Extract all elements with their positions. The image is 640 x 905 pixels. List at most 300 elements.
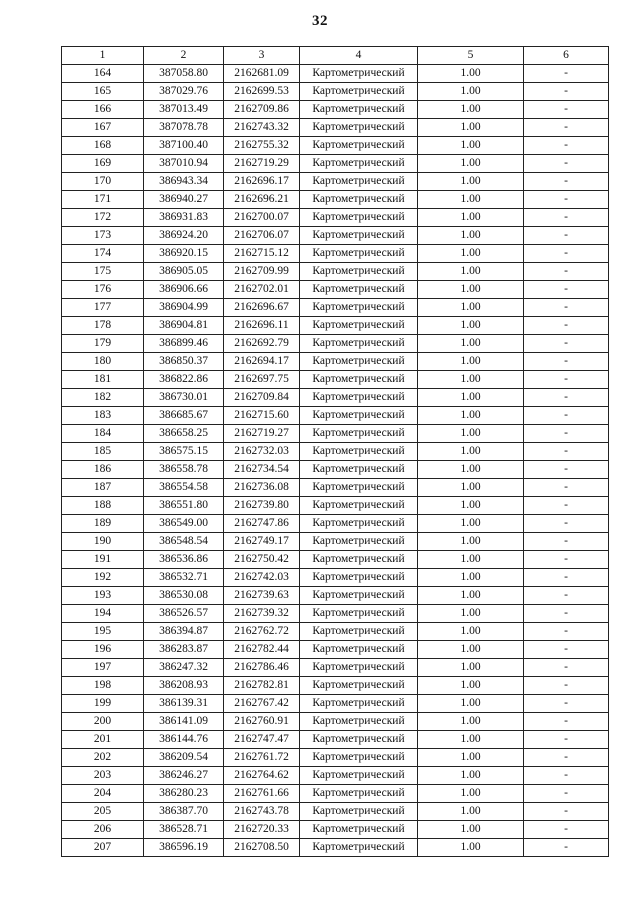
- note-cell: -: [524, 713, 609, 731]
- point-number-cell: 200: [62, 713, 144, 731]
- x-coordinate-cell: 386144.76: [144, 731, 224, 749]
- table-row: [62, 515, 609, 533]
- table-row: [62, 839, 609, 857]
- accuracy-cell: 1.00: [418, 101, 524, 119]
- accuracy-cell: 1.00: [418, 803, 524, 821]
- y-coordinate-cell: 2162739.32: [224, 605, 300, 623]
- method-cell: Картометрический: [300, 605, 418, 623]
- table-row: [62, 803, 609, 821]
- point-number-cell: 199: [62, 695, 144, 713]
- accuracy-cell: 1.00: [418, 335, 524, 353]
- note-cell: -: [524, 839, 609, 857]
- note-cell: -: [524, 551, 609, 569]
- x-coordinate-cell: 386551.80: [144, 497, 224, 515]
- header-row: [62, 47, 609, 65]
- table-row: [62, 101, 609, 119]
- note-cell: -: [524, 767, 609, 785]
- accuracy-cell: 1.00: [418, 119, 524, 137]
- note-cell: -: [524, 605, 609, 623]
- point-number-cell: 203: [62, 767, 144, 785]
- note-cell: -: [524, 569, 609, 587]
- point-number-cell: 182: [62, 389, 144, 407]
- x-coordinate-cell: 386209.54: [144, 749, 224, 767]
- y-coordinate-cell: 2162696.21: [224, 191, 300, 209]
- y-coordinate-cell: 2162696.67: [224, 299, 300, 317]
- y-coordinate-cell: 2162782.81: [224, 677, 300, 695]
- note-cell: -: [524, 389, 609, 407]
- note-cell: -: [524, 587, 609, 605]
- point-number-cell: 205: [62, 803, 144, 821]
- y-coordinate-cell: 2162755.32: [224, 137, 300, 155]
- table-header: [62, 47, 609, 65]
- note-cell: -: [524, 425, 609, 443]
- method-cell: Картометрический: [300, 101, 418, 119]
- y-coordinate-cell: 2162764.62: [224, 767, 300, 785]
- accuracy-cell: 1.00: [418, 407, 524, 425]
- accuracy-cell: 1.00: [418, 461, 524, 479]
- point-number-cell: 193: [62, 587, 144, 605]
- y-coordinate-cell: 2162743.78: [224, 803, 300, 821]
- point-number-cell: 197: [62, 659, 144, 677]
- note-cell: -: [524, 731, 609, 749]
- x-coordinate-cell: 386575.15: [144, 443, 224, 461]
- x-coordinate-cell: 386247.32: [144, 659, 224, 677]
- y-coordinate-cell: 2162708.50: [224, 839, 300, 857]
- note-cell: -: [524, 191, 609, 209]
- method-cell: Картометрический: [300, 443, 418, 461]
- method-cell: Картометрический: [300, 119, 418, 137]
- accuracy-cell: 1.00: [418, 227, 524, 245]
- y-coordinate-cell: 2162767.42: [224, 695, 300, 713]
- table-row: [62, 695, 609, 713]
- point-number-cell: 168: [62, 137, 144, 155]
- accuracy-cell: 1.00: [418, 425, 524, 443]
- table-row: [62, 65, 609, 83]
- accuracy-cell: 1.00: [418, 767, 524, 785]
- x-coordinate-cell: 387058.80: [144, 65, 224, 83]
- method-cell: Картометрический: [300, 335, 418, 353]
- note-cell: -: [524, 245, 609, 263]
- table-row: [62, 191, 609, 209]
- method-cell: Картометрический: [300, 713, 418, 731]
- x-coordinate-cell: 386904.99: [144, 299, 224, 317]
- y-coordinate-cell: 2162702.01: [224, 281, 300, 299]
- point-number-cell: 170: [62, 173, 144, 191]
- method-cell: Картометрический: [300, 641, 418, 659]
- accuracy-cell: 1.00: [418, 785, 524, 803]
- x-coordinate-cell: 386558.78: [144, 461, 224, 479]
- accuracy-cell: 1.00: [418, 443, 524, 461]
- table-row: [62, 245, 609, 263]
- y-coordinate-cell: 2162699.53: [224, 83, 300, 101]
- note-cell: -: [524, 479, 609, 497]
- table-row: [62, 677, 609, 695]
- accuracy-cell: 1.00: [418, 281, 524, 299]
- method-cell: Картометрический: [300, 227, 418, 245]
- point-number-cell: 174: [62, 245, 144, 263]
- note-cell: -: [524, 335, 609, 353]
- point-number-cell: 201: [62, 731, 144, 749]
- coordinates-table: [61, 46, 609, 857]
- x-coordinate-cell: 386387.70: [144, 803, 224, 821]
- y-coordinate-cell: 2162739.63: [224, 587, 300, 605]
- table-row: [62, 299, 609, 317]
- y-coordinate-cell: 2162709.84: [224, 389, 300, 407]
- accuracy-cell: 1.00: [418, 155, 524, 173]
- point-number-cell: 167: [62, 119, 144, 137]
- accuracy-cell: 1.00: [418, 731, 524, 749]
- method-cell: Картометрический: [300, 137, 418, 155]
- table-row: [62, 767, 609, 785]
- note-cell: -: [524, 533, 609, 551]
- method-cell: Картометрический: [300, 425, 418, 443]
- point-number-cell: 178: [62, 317, 144, 335]
- table-row: [62, 335, 609, 353]
- y-coordinate-cell: 2162715.12: [224, 245, 300, 263]
- point-number-cell: 175: [62, 263, 144, 281]
- accuracy-cell: 1.00: [418, 695, 524, 713]
- table-row: [62, 281, 609, 299]
- point-number-cell: 192: [62, 569, 144, 587]
- method-cell: Картометрический: [300, 209, 418, 227]
- x-coordinate-cell: 386822.86: [144, 371, 224, 389]
- accuracy-cell: 1.00: [418, 713, 524, 731]
- note-cell: -: [524, 317, 609, 335]
- x-coordinate-cell: 386280.23: [144, 785, 224, 803]
- note-cell: -: [524, 443, 609, 461]
- x-coordinate-cell: 386904.81: [144, 317, 224, 335]
- note-cell: -: [524, 155, 609, 173]
- accuracy-cell: 1.00: [418, 317, 524, 335]
- method-cell: Картометрический: [300, 803, 418, 821]
- method-cell: Картометрический: [300, 389, 418, 407]
- accuracy-cell: 1.00: [418, 749, 524, 767]
- accuracy-cell: 1.00: [418, 839, 524, 857]
- column-header-3: 3: [224, 47, 300, 65]
- accuracy-cell: 1.00: [418, 137, 524, 155]
- table-row: [62, 461, 609, 479]
- accuracy-cell: 1.00: [418, 569, 524, 587]
- x-coordinate-cell: 386554.58: [144, 479, 224, 497]
- accuracy-cell: 1.00: [418, 389, 524, 407]
- note-cell: -: [524, 173, 609, 191]
- note-cell: -: [524, 785, 609, 803]
- table-row: [62, 479, 609, 497]
- x-coordinate-cell: 386905.05: [144, 263, 224, 281]
- method-cell: Картометрический: [300, 371, 418, 389]
- y-coordinate-cell: 2162696.11: [224, 317, 300, 335]
- x-coordinate-cell: 386530.08: [144, 587, 224, 605]
- accuracy-cell: 1.00: [418, 263, 524, 281]
- column-header-5: 5: [418, 47, 524, 65]
- point-number-cell: 204: [62, 785, 144, 803]
- table-row: [62, 425, 609, 443]
- method-cell: Картометрический: [300, 515, 418, 533]
- point-number-cell: 164: [62, 65, 144, 83]
- accuracy-cell: 1.00: [418, 83, 524, 101]
- point-number-cell: 194: [62, 605, 144, 623]
- x-coordinate-cell: 386283.87: [144, 641, 224, 659]
- point-number-cell: 186: [62, 461, 144, 479]
- table-row: [62, 227, 609, 245]
- accuracy-cell: 1.00: [418, 587, 524, 605]
- x-coordinate-cell: 386208.93: [144, 677, 224, 695]
- table-row: [62, 263, 609, 281]
- method-cell: Картометрический: [300, 821, 418, 839]
- note-cell: -: [524, 137, 609, 155]
- x-coordinate-cell: 386596.19: [144, 839, 224, 857]
- note-cell: -: [524, 641, 609, 659]
- table-row: [62, 713, 609, 731]
- y-coordinate-cell: 2162762.72: [224, 623, 300, 641]
- method-cell: Картометрический: [300, 749, 418, 767]
- note-cell: -: [524, 623, 609, 641]
- y-coordinate-cell: 2162709.99: [224, 263, 300, 281]
- accuracy-cell: 1.00: [418, 209, 524, 227]
- y-coordinate-cell: 2162749.17: [224, 533, 300, 551]
- page-number: 32: [312, 13, 328, 29]
- table-row: [62, 659, 609, 677]
- accuracy-cell: 1.00: [418, 533, 524, 551]
- x-coordinate-cell: 387078.78: [144, 119, 224, 137]
- y-coordinate-cell: 2162720.33: [224, 821, 300, 839]
- y-coordinate-cell: 2162719.29: [224, 155, 300, 173]
- x-coordinate-cell: 386658.25: [144, 425, 224, 443]
- method-cell: Картометрический: [300, 587, 418, 605]
- x-coordinate-cell: 386685.67: [144, 407, 224, 425]
- x-coordinate-cell: 386139.31: [144, 695, 224, 713]
- x-coordinate-cell: 387010.94: [144, 155, 224, 173]
- point-number-cell: 190: [62, 533, 144, 551]
- note-cell: -: [524, 371, 609, 389]
- method-cell: Картометрический: [300, 623, 418, 641]
- table-row: [62, 317, 609, 335]
- point-number-cell: 207: [62, 839, 144, 857]
- x-coordinate-cell: 387013.49: [144, 101, 224, 119]
- x-coordinate-cell: 387029.76: [144, 83, 224, 101]
- y-coordinate-cell: 2162696.17: [224, 173, 300, 191]
- method-cell: Картометрический: [300, 533, 418, 551]
- y-coordinate-cell: 2162761.72: [224, 749, 300, 767]
- table-row: [62, 605, 609, 623]
- method-cell: Картометрический: [300, 497, 418, 515]
- x-coordinate-cell: 386931.83: [144, 209, 224, 227]
- x-coordinate-cell: 386924.20: [144, 227, 224, 245]
- x-coordinate-cell: 386528.71: [144, 821, 224, 839]
- x-coordinate-cell: 386920.15: [144, 245, 224, 263]
- table-row: [62, 623, 609, 641]
- method-cell: Картометрический: [300, 263, 418, 281]
- y-coordinate-cell: 2162743.32: [224, 119, 300, 137]
- x-coordinate-cell: 386899.46: [144, 335, 224, 353]
- method-cell: Картометрический: [300, 551, 418, 569]
- method-cell: Картометрический: [300, 479, 418, 497]
- x-coordinate-cell: 387100.40: [144, 137, 224, 155]
- y-coordinate-cell: 2162750.42: [224, 551, 300, 569]
- accuracy-cell: 1.00: [418, 641, 524, 659]
- table-row: [62, 749, 609, 767]
- accuracy-cell: 1.00: [418, 479, 524, 497]
- y-coordinate-cell: 2162681.09: [224, 65, 300, 83]
- note-cell: -: [524, 803, 609, 821]
- table-row: [62, 389, 609, 407]
- point-number-cell: 206: [62, 821, 144, 839]
- method-cell: Картометрический: [300, 677, 418, 695]
- point-number-cell: 181: [62, 371, 144, 389]
- point-number-cell: 189: [62, 515, 144, 533]
- note-cell: -: [524, 659, 609, 677]
- note-cell: -: [524, 515, 609, 533]
- method-cell: Картометрический: [300, 695, 418, 713]
- note-cell: -: [524, 227, 609, 245]
- point-number-cell: 202: [62, 749, 144, 767]
- y-coordinate-cell: 2162739.80: [224, 497, 300, 515]
- y-coordinate-cell: 2162742.03: [224, 569, 300, 587]
- accuracy-cell: 1.00: [418, 515, 524, 533]
- table-row: [62, 569, 609, 587]
- y-coordinate-cell: 2162761.66: [224, 785, 300, 803]
- point-number-cell: 198: [62, 677, 144, 695]
- note-cell: -: [524, 209, 609, 227]
- note-cell: -: [524, 461, 609, 479]
- x-coordinate-cell: 386943.34: [144, 173, 224, 191]
- accuracy-cell: 1.00: [418, 371, 524, 389]
- y-coordinate-cell: 2162694.17: [224, 353, 300, 371]
- point-number-cell: 187: [62, 479, 144, 497]
- y-coordinate-cell: 2162715.60: [224, 407, 300, 425]
- table-row: [62, 407, 609, 425]
- table-row: [62, 173, 609, 191]
- x-coordinate-cell: 386526.57: [144, 605, 224, 623]
- y-coordinate-cell: 2162760.91: [224, 713, 300, 731]
- column-header-1: 1: [62, 47, 144, 65]
- note-cell: -: [524, 281, 609, 299]
- accuracy-cell: 1.00: [418, 677, 524, 695]
- table-row: [62, 533, 609, 551]
- table-row: [62, 641, 609, 659]
- x-coordinate-cell: 386940.27: [144, 191, 224, 209]
- accuracy-cell: 1.00: [418, 245, 524, 263]
- y-coordinate-cell: 2162706.07: [224, 227, 300, 245]
- accuracy-cell: 1.00: [418, 551, 524, 569]
- column-header-2: 2: [144, 47, 224, 65]
- accuracy-cell: 1.00: [418, 191, 524, 209]
- method-cell: Картометрический: [300, 839, 418, 857]
- x-coordinate-cell: 386141.09: [144, 713, 224, 731]
- table-row: [62, 587, 609, 605]
- x-coordinate-cell: 386549.00: [144, 515, 224, 533]
- point-number-cell: 180: [62, 353, 144, 371]
- y-coordinate-cell: 2162700.07: [224, 209, 300, 227]
- accuracy-cell: 1.00: [418, 659, 524, 677]
- accuracy-cell: 1.00: [418, 173, 524, 191]
- note-cell: -: [524, 263, 609, 281]
- method-cell: Картометрический: [300, 785, 418, 803]
- method-cell: Картометрический: [300, 731, 418, 749]
- point-number-cell: 173: [62, 227, 144, 245]
- note-cell: -: [524, 299, 609, 317]
- table-row: [62, 443, 609, 461]
- accuracy-cell: 1.00: [418, 821, 524, 839]
- note-cell: -: [524, 65, 609, 83]
- point-number-cell: 188: [62, 497, 144, 515]
- y-coordinate-cell: 2162747.47: [224, 731, 300, 749]
- note-cell: -: [524, 695, 609, 713]
- method-cell: Картометрический: [300, 299, 418, 317]
- point-number-cell: 184: [62, 425, 144, 443]
- accuracy-cell: 1.00: [418, 605, 524, 623]
- point-number-cell: 179: [62, 335, 144, 353]
- column-header-4: 4: [300, 47, 418, 65]
- note-cell: -: [524, 821, 609, 839]
- table-row: [62, 551, 609, 569]
- accuracy-cell: 1.00: [418, 497, 524, 515]
- point-number-cell: 166: [62, 101, 144, 119]
- point-number-cell: 196: [62, 641, 144, 659]
- point-number-cell: 176: [62, 281, 144, 299]
- x-coordinate-cell: 386394.87: [144, 623, 224, 641]
- y-coordinate-cell: 2162736.08: [224, 479, 300, 497]
- y-coordinate-cell: 2162732.03: [224, 443, 300, 461]
- table-row: [62, 371, 609, 389]
- method-cell: Картометрический: [300, 767, 418, 785]
- x-coordinate-cell: 386850.37: [144, 353, 224, 371]
- y-coordinate-cell: 2162734.54: [224, 461, 300, 479]
- table-row: [62, 83, 609, 101]
- x-coordinate-cell: 386548.54: [144, 533, 224, 551]
- method-cell: Картометрический: [300, 569, 418, 587]
- method-cell: Картометрический: [300, 317, 418, 335]
- table-body: [62, 65, 609, 857]
- note-cell: -: [524, 497, 609, 515]
- method-cell: Картометрический: [300, 173, 418, 191]
- note-cell: -: [524, 83, 609, 101]
- accuracy-cell: 1.00: [418, 65, 524, 83]
- note-cell: -: [524, 749, 609, 767]
- table-row: [62, 137, 609, 155]
- x-coordinate-cell: 386730.01: [144, 389, 224, 407]
- y-coordinate-cell: 2162782.44: [224, 641, 300, 659]
- point-number-cell: 169: [62, 155, 144, 173]
- column-header-6: 6: [524, 47, 609, 65]
- method-cell: Картометрический: [300, 245, 418, 263]
- point-number-cell: 191: [62, 551, 144, 569]
- point-number-cell: 165: [62, 83, 144, 101]
- point-number-cell: 183: [62, 407, 144, 425]
- point-number-cell: 172: [62, 209, 144, 227]
- table-row: [62, 785, 609, 803]
- note-cell: -: [524, 677, 609, 695]
- method-cell: Картометрический: [300, 353, 418, 371]
- method-cell: Картометрический: [300, 191, 418, 209]
- y-coordinate-cell: 2162719.27: [224, 425, 300, 443]
- table-row: [62, 155, 609, 173]
- x-coordinate-cell: 386536.86: [144, 551, 224, 569]
- point-number-cell: 171: [62, 191, 144, 209]
- note-cell: -: [524, 353, 609, 371]
- method-cell: Картометрический: [300, 407, 418, 425]
- x-coordinate-cell: 386532.71: [144, 569, 224, 587]
- y-coordinate-cell: 2162697.75: [224, 371, 300, 389]
- note-cell: -: [524, 119, 609, 137]
- method-cell: Картометрический: [300, 155, 418, 173]
- y-coordinate-cell: 2162692.79: [224, 335, 300, 353]
- method-cell: Картометрический: [300, 461, 418, 479]
- point-number-cell: 195: [62, 623, 144, 641]
- accuracy-cell: 1.00: [418, 299, 524, 317]
- method-cell: Картометрический: [300, 659, 418, 677]
- y-coordinate-cell: 2162709.86: [224, 101, 300, 119]
